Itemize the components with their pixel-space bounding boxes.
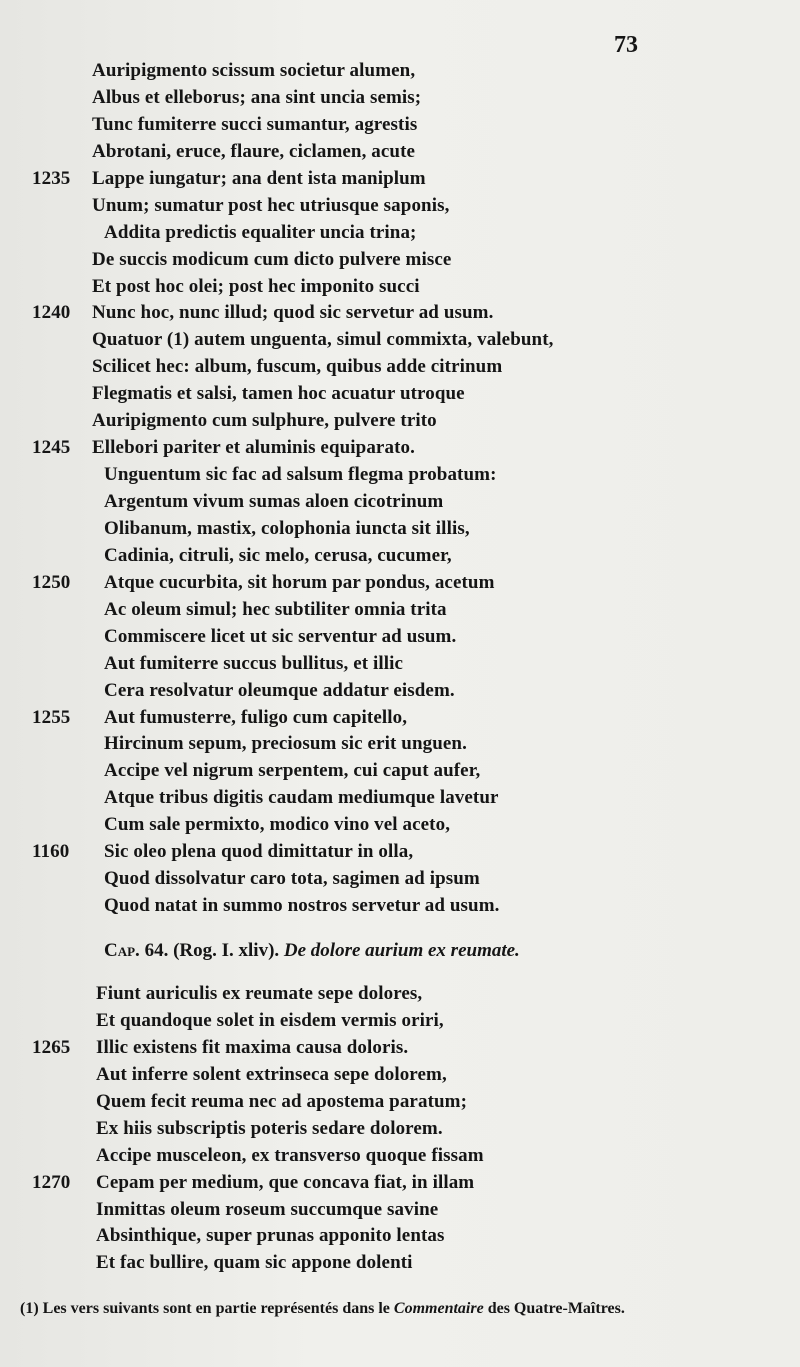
verse-line	[0, 1225, 800, 1252]
verse-text: Fiunt auriculis ex reumate sepe dolores,	[96, 983, 423, 1004]
line-number: 1250	[32, 571, 71, 593]
verse-line	[0, 868, 800, 895]
verse-line	[0, 733, 800, 760]
verse-block-a	[0, 60, 800, 922]
verse-text: Aut fumusterre, fuligo cum capitello,	[104, 706, 408, 728]
verse-text: Illic existens fit maxima causa doloris.	[96, 1036, 409, 1058]
verse-line	[0, 787, 800, 814]
line-number: 1255	[32, 706, 71, 728]
verse-line	[0, 680, 800, 707]
verse-text: Ac oleum simul; hec subtiliter omnia trita	[104, 598, 447, 620]
verse-text: De succis modicum cum dicto pulvere misce	[92, 248, 452, 270]
verse-line	[0, 518, 800, 545]
footnote-text-before: Les vers suivants sont en partie représentés dans le	[42, 1300, 390, 1317]
verse-text: Auripigmento cum sulphure, pulvere trito	[92, 410, 437, 432]
line-number: 1270	[32, 1171, 71, 1193]
verse-text: Inmittas oleum roseum succumque savine	[96, 1198, 439, 1220]
verse-text: Scilicet hec: album, fuscum, quibus adde citrinum	[92, 356, 503, 378]
verse-text: Argentum vivum sumas aloen cicotrinum	[104, 491, 444, 512]
verse-line	[0, 383, 800, 410]
line-number: 1160	[32, 841, 70, 863]
verse-text: Addita predictis equaliter uncia trina;	[104, 221, 417, 243]
verse-text: Tunc fumiterre succi sumantur, agrestis	[92, 113, 418, 135]
verse-text: Et fac bullire, quam sic appone dolenti	[96, 1252, 413, 1274]
verse-line	[0, 653, 800, 680]
verse-block-b	[0, 983, 800, 1279]
verse-line	[0, 141, 800, 168]
verse-line	[0, 841, 800, 868]
verse-line	[0, 1091, 800, 1118]
verse-text: Quem fecit reuma nec ad apostema paratum;	[96, 1090, 468, 1112]
verse-text: Lappe iungatur; ana dent ista maniplum	[92, 167, 426, 189]
verse-text: Quod dissolvatur caro tota, sagimen ad ipsum	[104, 868, 480, 890]
verse-text: Quatuor (1) autem unguenta, simul commixta, valebunt,	[92, 329, 554, 351]
footnote-italic: Commentaire	[393, 1300, 484, 1317]
verse-text: Accipe vel nigrum serpentem, cui caput aufer,	[104, 760, 481, 782]
verse-line	[0, 464, 800, 491]
verse-line	[0, 983, 800, 1010]
footnote	[20, 1298, 740, 1320]
verse-text: Absinthique, super prunas apponito lentas	[96, 1225, 445, 1247]
verse-line	[0, 1037, 800, 1064]
verse-line	[0, 1010, 800, 1037]
verse-text: Abrotani, eruce, flaure, ciclamen, acute	[92, 140, 416, 162]
verse-line	[0, 276, 800, 303]
verse-text: Olibanum, mastix, colophonia iuncta sit illis,	[104, 517, 470, 539]
verse-text: Cera resolvatur oleumque addatur eisdem.	[104, 679, 455, 701]
verse-line	[0, 329, 800, 356]
verse-text: Unum; sumatur post hec utriusque saponis,	[92, 194, 450, 216]
verse-line	[0, 410, 800, 437]
verse-line	[0, 626, 800, 653]
page-number: 73	[614, 32, 638, 58]
verse-text: Cadinia, citruli, sic melo, cerusa, cucumer,	[104, 544, 452, 566]
verse-line	[0, 895, 800, 922]
verse-line	[0, 222, 800, 249]
verse-text: Flegmatis et salsi, tamen hoc acuatur utroque	[92, 383, 465, 405]
verse-line	[0, 195, 800, 222]
verse-text: Cepam per medium, que concava fiat, in illam	[96, 1171, 475, 1193]
verse-line	[0, 356, 800, 383]
line-number: 1235	[32, 167, 71, 189]
verse-line	[0, 1252, 800, 1279]
verse-line	[0, 87, 800, 114]
chapter-heading	[104, 940, 520, 962]
verse-text: Unguentum sic fac ad salsum flegma probatum:	[104, 464, 497, 486]
chapter-number: 64.	[144, 940, 169, 961]
line-number: 1240	[32, 302, 71, 324]
verse-text: Ellebori pariter et aluminis equiparato.	[92, 437, 415, 459]
verse-text: Auripigmento scissum societur alumen,	[92, 60, 416, 81]
verse-text: Aut fumiterre succus bullitus, et illic	[104, 652, 404, 674]
verse-line	[0, 437, 800, 464]
verse-text: Atque tribus digitis caudam mediumque lavetur	[104, 787, 499, 809]
verse-line	[0, 1172, 800, 1199]
verse-line	[0, 302, 800, 329]
verse-text: Quod natat in summo nostros servetur ad usum.	[104, 895, 500, 917]
verse-text: Hircinum sepum, preciosum sic erit unguen.	[104, 733, 467, 755]
verse-text: Accipe musceleon, ex transverso quoque fissam	[96, 1144, 484, 1166]
line-number: 1265	[32, 1036, 71, 1058]
verse-line	[0, 599, 800, 626]
verse-text: Ex hiis subscriptis poteris sedare dolorem.	[96, 1117, 443, 1139]
verse-text: Nunc hoc, nunc illud; quod sic servetur ad usum.	[92, 302, 494, 324]
verse-line	[0, 545, 800, 572]
verse-text: Et post hoc olei; post hec imponito succi	[92, 275, 420, 297]
verse-text: Et quandoque solet in eisdem vermis oriri,	[96, 1009, 444, 1031]
verse-line	[0, 707, 800, 734]
footnote-text-after: des Quatre-Maîtres.	[487, 1300, 625, 1317]
verse-text: Cum sale permixto, modico vino vel aceto,	[104, 814, 451, 836]
verse-line	[0, 249, 800, 276]
chapter-cap: Cap.	[104, 940, 140, 961]
verse-line	[0, 114, 800, 141]
verse-line	[0, 491, 800, 518]
verse-line	[0, 1145, 800, 1172]
line-number: 1245	[32, 437, 71, 459]
verse-text: Commiscere licet ut sic serventur ad usum.	[104, 625, 457, 647]
verse-text: Albus et elleborus; ana sint uncia semis;	[92, 86, 422, 108]
verse-text: Atque cucurbita, sit horum par pondus, acetum	[104, 571, 495, 593]
verse-line	[0, 60, 800, 87]
verse-text: Sic oleo plena quod dimittatur in olla,	[104, 841, 414, 863]
verse-line	[0, 814, 800, 841]
verse-line	[0, 1064, 800, 1091]
verse-line	[0, 1118, 800, 1145]
verse-line	[0, 760, 800, 787]
verse-line	[0, 572, 800, 599]
verse-line	[0, 1199, 800, 1226]
verse-line	[0, 168, 800, 195]
footnote-marker: (1)	[20, 1300, 39, 1317]
verse-text: Aut inferre solent extrinseca sepe dolorem,	[96, 1063, 447, 1085]
chapter-reference: (Rog. I. xliv).	[173, 940, 280, 961]
chapter-title: De dolore aurium ex reumate.	[283, 940, 520, 961]
